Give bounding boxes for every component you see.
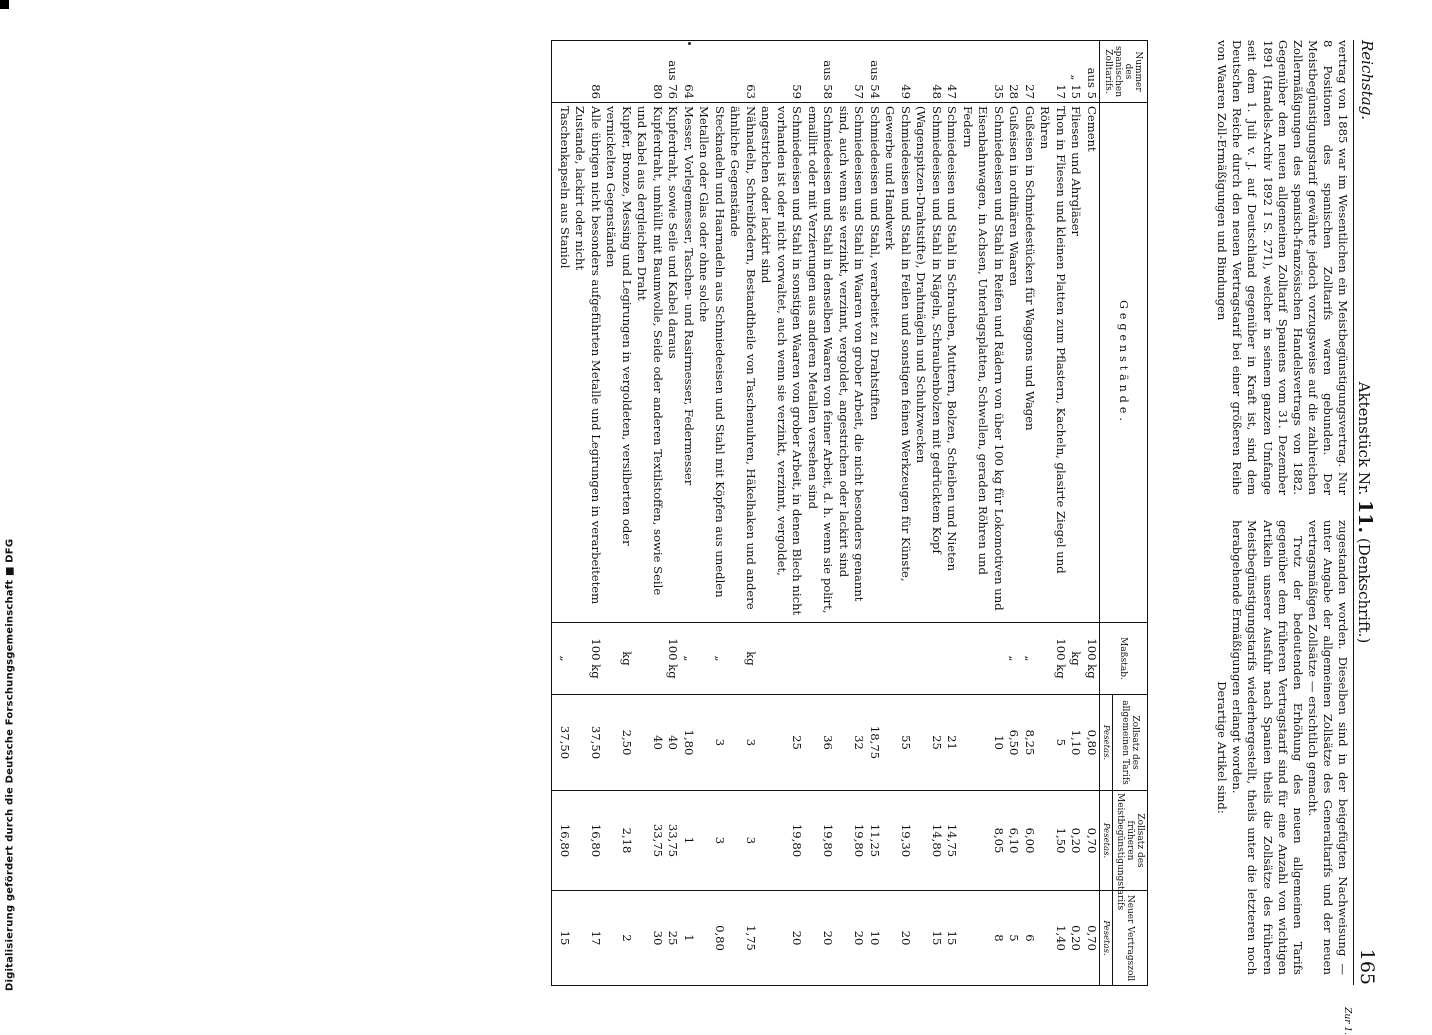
row-new-rate: 20 — [836, 891, 867, 986]
row-unit — [867, 623, 883, 695]
row-unit: „ — [696, 623, 727, 695]
row-general-rate: 18,75 — [867, 695, 883, 791]
row-description: Stecknadeln und Haarnadeln aus Schmiedeeisen und Stahl mit Köpfen aus unedlen Metallen oder Glas oder ohne solche — [696, 103, 727, 623]
row-general-rate: 37,50 — [572, 695, 603, 791]
row-new-rate: 5 — [1006, 891, 1022, 986]
table-row — [727, 41, 758, 986]
row-former-rate: 14,75 — [944, 791, 960, 891]
rotated-document-page — [160, 40, 1378, 1035]
row-former-rate: 6,10 — [1006, 791, 1022, 891]
row-new-rate: 1,75 — [727, 891, 758, 986]
row-former-rate: 33,75 — [665, 791, 681, 891]
row-number: aus 54 — [867, 41, 883, 103]
header-former-rate: Zollsatz des früheren Meistbegünstigungstarifs — [1113, 791, 1148, 891]
row-general-rate: 21 — [944, 695, 960, 791]
row-unit: „ — [552, 623, 572, 695]
row-description: Taschenkapseln aus Staniol — [552, 103, 572, 623]
table-row — [572, 41, 603, 986]
row-new-rate: 0,80 — [696, 891, 727, 986]
row-number — [696, 41, 727, 103]
margin-note: Zur 1. — [1342, 1007, 1352, 1035]
row-description: Fliesen und Ahrgläser — [1068, 103, 1084, 623]
row-number: aus 5 — [1084, 41, 1100, 103]
table-row — [634, 41, 665, 986]
row-general-rate: 3 — [727, 695, 758, 791]
row-former-rate: 19,80 — [836, 791, 867, 891]
row-new-rate: 0,70 — [1084, 891, 1100, 986]
row-number: 57 — [836, 41, 867, 103]
row-former-rate: 16,80 — [572, 791, 603, 891]
row-former-rate: 0,70 — [1084, 791, 1100, 891]
row-former-rate: 1 — [681, 791, 697, 891]
row-unit — [805, 623, 836, 695]
intro-paragraph: Trotz der bedeutenden Erhöhung des neuen allgemeinen Tarifs gegenüber dem früheren Vertragstarif sind für eine Anzahl von wichtigen Artikeln unserer Ausfuhr nach Spanien theils die Zollsätze des früheren Meistbegünstigungstarifs wiederhergestellt, theils unter die letzteren noch herabgehende Ermäßigungen erlangt worden. — [1230, 520, 1305, 975]
row-description: Cement — [1084, 103, 1100, 623]
intro-paragraph: Derartige Artikel sind: — [1215, 681, 1230, 814]
table-row — [1006, 41, 1022, 986]
row-number: „ 15 — [1068, 41, 1084, 103]
tariff-table — [552, 40, 1149, 986]
row-former-rate: 19,80 — [758, 791, 805, 891]
intro-column-left: vertrag von 1885 war im Wesentlichen ein Meistbegünstigungsvertrag. Nur 8 Positionen des spanischen Zolltarifs waren gebunden. Der Meistbegünstigungstarif gewährte jedoch vorzugsweise auf die zahlreichen Zollermäßigungen des spanisch-französischen Handelsvertrags von 1882. Gegenüber dem neuen allgemeinen Zolltarif Spaniens vom 31. Dezember 1891 (Handels-Archiv 1892 I S. 271), welcher in seinem ganzen Umfange seit dem 1. Juli v. J. auf Deutschland gegenüber in Kraft ist, sind dem Deutschen Reiche durch den neuen Vertragstarif bei einer größeren Reihe von Waaren Zoll-Ermäßigungen und Bindungen — [1215, 40, 1350, 495]
row-general-rate: 3 — [696, 695, 727, 791]
title-prefix: Aktenstück Nr. — [1355, 381, 1373, 496]
row-number: 48 — [913, 41, 944, 103]
row-general-rate: 37,50 — [552, 695, 572, 791]
table-row — [552, 41, 572, 986]
row-number: 80 — [634, 41, 665, 103]
currency-label: Pesetas. — [1100, 791, 1113, 891]
digitization-credit — [2, 538, 18, 992]
row-number: aus 58 — [805, 41, 836, 103]
row-number: 47 — [944, 41, 960, 103]
row-general-rate: 6,50 — [1006, 695, 1022, 791]
row-description: Schmiedeeisen und Stahl, verarbeitet zu Drahtstiften — [867, 103, 883, 623]
row-unit — [634, 623, 665, 695]
table-row — [1068, 41, 1084, 986]
header-unit: Maßstab. — [1100, 623, 1148, 695]
table-row — [665, 41, 681, 986]
header-rule — [1353, 40, 1354, 985]
table-row — [1037, 41, 1068, 986]
row-number: 17 — [1037, 41, 1068, 103]
row-unit: „ — [1006, 623, 1022, 695]
row-unit: „ — [681, 623, 697, 695]
digitization-credit-text: Digitalisierung gefördert durch die Deutsche Forschungsgemeinschaft ■ DFG — [4, 538, 16, 991]
row-number: 64 — [681, 41, 697, 103]
row-description: Thon in Fliesen und kleinen Platten zum Pflastern, Kacheln, glasirte Ziegel und Röhren — [1037, 103, 1068, 623]
row-new-rate: 17 — [572, 891, 603, 986]
row-unit: 100 kg — [665, 623, 681, 695]
row-new-rate: 6 — [1022, 891, 1038, 986]
row-unit: „ — [1022, 623, 1038, 695]
tariff-rows — [552, 41, 1100, 986]
row-unit — [913, 623, 944, 695]
scan-corner-mark — [0, 0, 9, 9]
row-general-rate: 32 — [836, 695, 867, 791]
row-new-rate: 2 — [603, 891, 634, 986]
row-general-rate: 25 — [913, 695, 944, 791]
row-new-rate: 15 — [913, 891, 944, 986]
header-new-rate: Neuer Vertragszoll — [1113, 891, 1148, 986]
title-suffix: (Denkschrift.) — [1355, 537, 1373, 644]
row-number: 35 — [960, 41, 1007, 103]
table-row — [960, 41, 1007, 986]
row-general-rate: 2,50 — [603, 695, 634, 791]
row-former-rate: 3 — [696, 791, 727, 891]
row-description: Nähnadeln, Schreibfedern, Bestandtheile von Taschenuhren, Häkelhaken und andere ähnliche Gegenstände — [727, 103, 758, 623]
row-general-rate: 0,80 — [1084, 695, 1100, 791]
row-unit: kg — [727, 623, 758, 695]
row-description: Schmiedeeisen und Stahl in Nägeln, Schraubenbolzen mit gedrücktem Kopf (Wagenspitzen-Drahtstifte), Drahtnägeln und Schuhzwecken — [913, 103, 944, 623]
row-new-rate: 10 — [867, 891, 883, 986]
row-new-rate: 0,20 — [1068, 891, 1084, 986]
row-description: Gußeisen in Schmiedestücken für Waggons und Wagen — [1022, 103, 1038, 623]
row-former-rate: 3 — [727, 791, 758, 891]
row-former-rate: 19,30 — [882, 791, 913, 891]
table-row — [603, 41, 634, 986]
row-former-rate: 14,80 — [913, 791, 944, 891]
row-description: Kupfer, Bronze, Messing und Legirungen in vergoldeten, versilberten oder vernickelten Gegenständen — [603, 103, 634, 623]
row-unit: 100 kg — [572, 623, 603, 695]
row-description: Kupferdraht, umhüllt mit Baumwolle, Seide oder anderen Textilstoffen, sowie Seile und Kabel aus dergleichen Draht — [634, 103, 665, 623]
title-number: 11. — [1354, 500, 1376, 534]
row-general-rate: 36 — [805, 695, 836, 791]
row-number: 86 — [572, 41, 603, 103]
row-new-rate: 20 — [758, 891, 805, 986]
table-row — [805, 41, 836, 986]
row-former-rate: 1,50 — [1037, 791, 1068, 891]
row-former-rate: 6,00 — [1022, 791, 1038, 891]
row-general-rate: 55 — [882, 695, 913, 791]
row-new-rate: 20 — [805, 891, 836, 986]
table-row — [758, 41, 805, 986]
row-unit: 100 kg — [1037, 623, 1068, 695]
row-former-rate: 16,80 — [552, 791, 572, 891]
row-number: 27 — [1022, 41, 1038, 103]
row-new-rate: 15 — [944, 891, 960, 986]
table-row — [1022, 41, 1038, 986]
row-new-rate: 15 — [552, 891, 572, 986]
row-new-rate: 20 — [882, 891, 913, 986]
row-unit — [960, 623, 1007, 695]
row-general-rate: 8,25 — [1022, 695, 1038, 791]
table-row — [913, 41, 944, 986]
running-head: Reichstag. — [1358, 40, 1376, 121]
row-number: 49 — [882, 41, 913, 103]
table-row — [1084, 41, 1100, 986]
currency-label: Pesetas. — [1100, 891, 1113, 986]
row-description: Alle übrigen nicht besonders aufgeführten Metalle und Legirungen in verarbeitetem Zustande, lackirt oder nicht — [572, 103, 603, 623]
table-row — [681, 41, 697, 986]
row-former-rate: 2,18 — [603, 791, 634, 891]
currency-label: Pesetas. — [1100, 695, 1113, 791]
row-description: Schmiedeeisen und Stahl in Feilen und sonstigen feinen Werkzeugen für Künste, Gewerbe und Handwerk — [882, 103, 913, 623]
table-row — [944, 41, 960, 986]
table-row — [696, 41, 727, 986]
table-row — [836, 41, 867, 986]
row-new-rate: 8 — [960, 891, 1007, 986]
intro-column-right — [1214, 520, 1350, 975]
header-goods: Gegenstände. — [1100, 103, 1148, 623]
row-former-rate: 8,05 — [960, 791, 1007, 891]
row-description: Kupferdraht, sowie Seile und Kabel daraus — [665, 103, 681, 623]
row-unit — [758, 623, 805, 695]
table-row — [882, 41, 913, 986]
row-new-rate: 1 — [681, 891, 697, 986]
row-number — [552, 41, 572, 103]
row-number — [603, 41, 634, 103]
row-unit: kg — [603, 623, 634, 695]
row-number: 63 — [727, 41, 758, 103]
row-description: Schmiedeeisen und Stahl in Schrauben, Muttern, Bolzen, Scheiben und Nieten — [944, 103, 960, 623]
row-general-rate: 40 — [665, 695, 681, 791]
row-unit: kg — [1068, 623, 1084, 695]
row-former-rate: 19,80 — [805, 791, 836, 891]
row-description: Schmiedeeisen und Stahl in Waaren von grober Arbeit, die nicht besonders genannt sind, auch wenn sie verzinkt, verzinnt, vergoldet, angestrichen oder lackirt sind — [836, 103, 867, 623]
row-description: Schmiedeeisen und Stahl in denselben Waaren von feiner Arbeit, d. h. wenn sie polirt, emaillirt oder mit Verzierungen aus anderen Metallen versehen sind — [805, 103, 836, 623]
row-description: Schmiedeeisen und Stahl in sonstigen Waaren von grober Arbeit, in denen Blech nicht vorhanden ist oder nicht vorwaltet, auch wenn sie verzinkt, verzinnt, vergoldet, angestrichen oder lackirt sind — [758, 103, 805, 623]
row-general-rate: 10 — [960, 695, 1007, 791]
row-description: Messer, Vorlegemesser, Taschen- und Rasirmesser, Federmesser — [681, 103, 697, 623]
table-row — [867, 41, 883, 986]
row-former-rate: 11,25 — [867, 791, 883, 891]
document-title — [1354, 240, 1376, 785]
row-description: Gußeisen in ordinären Waaren — [1006, 103, 1022, 623]
row-general-rate: 1,10 — [1068, 695, 1084, 791]
row-new-rate: 30 — [634, 891, 665, 986]
row-general-rate: 1,80 — [681, 695, 697, 791]
row-former-rate: 33,75 — [634, 791, 665, 891]
row-description: Schmiedeeisen und Stahl in Reifen und Rädern von über 100 kg für Lokomotiven und Eisenbahnwagen, in Achsen, Unterlagsplatten, Schwellen, geraden Röhren und Federn — [960, 103, 1007, 623]
row-general-rate: 5 — [1037, 695, 1068, 791]
row-unit — [944, 623, 960, 695]
row-number: 28 — [1006, 41, 1022, 103]
page-number: 165 — [1356, 948, 1378, 985]
row-unit — [836, 623, 867, 695]
row-number: aus 76 — [665, 41, 681, 103]
header-general-rate: Zollsatz des allgemeinen Tarifs — [1113, 695, 1148, 791]
intro-paragraph: zugestanden worden. Dieselben sind in der beigefügten Nachweisung — unter Angabe der allgemeinen Zollsätze des Generaltarifs und der neuen vertragsmäßigen Zollsätze — ersichtlich gemacht. — [1305, 520, 1350, 975]
row-unit — [882, 623, 913, 695]
row-general-rate: 40 — [634, 695, 665, 791]
row-number: 59 — [758, 41, 805, 103]
row-former-rate: 0,20 — [1068, 791, 1084, 891]
row-new-rate: 25 — [665, 891, 681, 986]
row-unit: 100 kg — [1084, 623, 1100, 695]
header-number: Nummer des spanischen Zolltarifs. — [1100, 41, 1148, 103]
page-header — [1354, 40, 1378, 985]
row-new-rate: 1,40 — [1037, 891, 1068, 986]
row-general-rate: 25 — [758, 695, 805, 791]
